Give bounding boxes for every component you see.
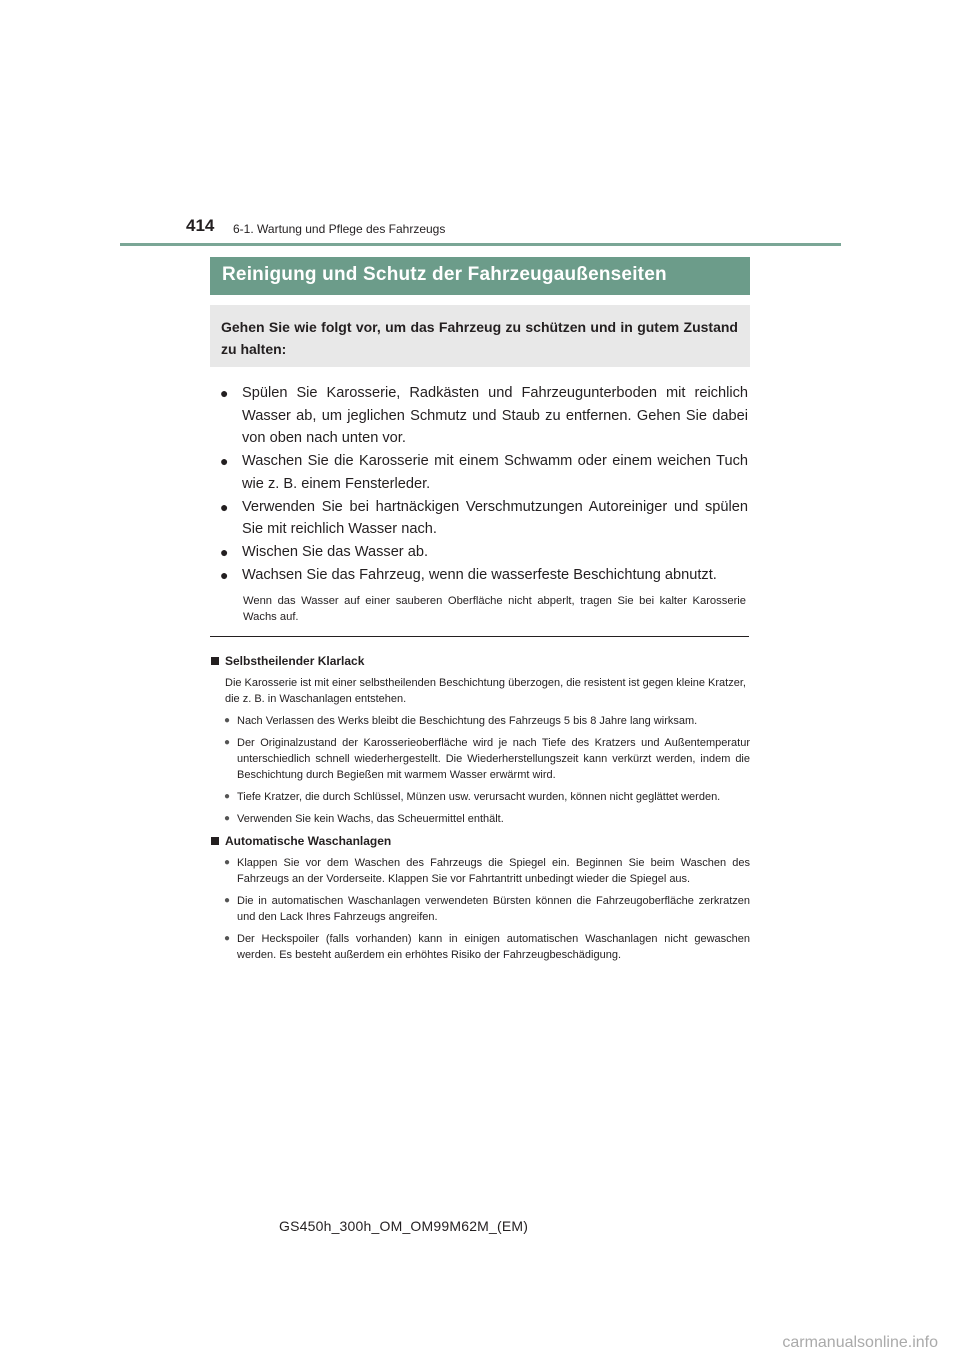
- page-number: 414: [186, 216, 215, 235]
- bullet-icon: ●: [224, 715, 231, 726]
- note-paragraph: Die Karosserie ist mit einer selbstheilenden Beschichtung überzogen, die resistent ist gegen kleine Kratzer, die z. B. in Waschanlagen entstehen.: [225, 677, 746, 705]
- list-item-text: Verwenden Sie kein Wachs, das Scheuermittel enthält.: [237, 813, 504, 825]
- bullet-icon: ●: [220, 567, 229, 583]
- bullet-icon: ●: [220, 453, 229, 469]
- list-item-text: Nach Verlassen des Werks bleibt die Beschichtung des Fahrzeugs 5 bis 8 Jahre lang wirksam.: [237, 715, 698, 727]
- list-item: [220, 541, 748, 564]
- wax-note: Wenn das Wasser auf einer sauberen Oberfläche nicht abperlt, tragen Sie bei kalter Karosserie Wachs auf.: [243, 595, 746, 623]
- bullet-icon: ●: [224, 857, 231, 868]
- intro-text: Gehen Sie wie folgt vor, um das Fahrzeug zu schützen und in gutem Zustand zu halten:: [221, 319, 738, 357]
- list-item-text: Der Heckspoiler (falls vorhanden) kann in einigen automatischen Waschanlagen nicht gewaschen werden. Es besteht außerdem ein erhöhtes Risiko der Fahrzeugbeschädigung.: [237, 933, 750, 961]
- bullet-icon: ●: [224, 895, 231, 906]
- list-item-text: Tiefe Kratzer, die durch Schlüssel, Münzen usw. verursacht wurden, können nicht geglättet werden.: [237, 791, 721, 803]
- list-item-text: Wachsen Sie das Fahrzeug, wenn die wasserfeste Beschichtung abnutzt.: [242, 567, 717, 583]
- note-heading-text: Selbstheilender Klarlack: [225, 654, 365, 668]
- list-item: [210, 735, 750, 783]
- list-item: [210, 789, 750, 805]
- square-bullet-icon: [211, 657, 219, 665]
- bullet-icon: ●: [224, 813, 231, 824]
- list-item: [220, 496, 748, 541]
- square-bullet-icon: [211, 837, 219, 845]
- list-item-text: Die in automatischen Waschanlagen verwendeten Bürsten können die Fahrzeugoberfläche zerkratzen und den Lack Ihres Fahrzeugs angreifen.: [237, 895, 750, 923]
- list-item: [210, 855, 750, 887]
- document-code: GS450h_300h_OM_OM99M62M_(EM): [279, 1218, 529, 1234]
- list-item-text: Klappen Sie vor dem Waschen des Fahrzeugs die Spiegel ein. Beginnen Sie beim Waschen des Fahrzeugs an der Vorderseite. Klappen Sie vor Fahrtantritt unbedingt wieder die Spiegel aus.: [237, 857, 750, 885]
- list-item-text: Waschen Sie die Karosserie mit einem Schwamm oder einem weichen Tuch wie z. B. einem Fensterleder.: [242, 453, 748, 492]
- bullet-icon: ●: [224, 737, 231, 748]
- bullet-icon: ●: [220, 544, 229, 560]
- chapter-heading: 6-1. Wartung und Pflege des Fahrzeugs: [233, 222, 446, 236]
- list-item-text: Verwenden Sie bei hartnäckigen Verschmutzungen Autoreiniger und spülen Sie mit reichlich Wasser nach.: [242, 498, 748, 537]
- list-item: [210, 811, 750, 827]
- note-heading-text: Automatische Waschanlagen: [225, 834, 392, 848]
- care-steps-list: [220, 382, 748, 587]
- header-divider: [120, 243, 841, 246]
- note-heading-carwash: [210, 833, 750, 849]
- list-item: [220, 450, 748, 495]
- list-item: [220, 382, 748, 450]
- note-heading-clearcoat: [210, 653, 750, 669]
- watermark: carmanualsonline.info: [782, 1334, 938, 1351]
- bullet-icon: ●: [220, 385, 229, 401]
- section-title: Reinigung und Schutz der Fahrzeugaußenseiten: [210, 257, 750, 295]
- list-item-text: Der Originalzustand der Karosserieoberfläche wird je nach Tiefe des Kratzers und Außentemperatur unterschiedlich schnell wiederhergestellt. Die Wiederherstellungszeit kann verkürzt werden, indem die Beschichtung durch Begießen mit warmem Wasser erwärmt wird.: [237, 737, 750, 781]
- notes-section: [210, 647, 750, 963]
- bullet-icon: ●: [220, 498, 229, 515]
- list-item-text: Wischen Sie das Wasser ab.: [242, 544, 429, 560]
- list-item: [210, 893, 750, 925]
- notes-divider: [210, 636, 749, 637]
- intro-box: [210, 305, 750, 367]
- bullet-icon: ●: [224, 933, 231, 944]
- list-item: [210, 931, 750, 963]
- bullet-icon: ●: [224, 791, 231, 802]
- list-item: [220, 564, 748, 587]
- list-item: [210, 713, 750, 729]
- list-item-text: Spülen Sie Karosserie, Radkästen und Fahrzeugunterboden mit reichlich Wasser ab, um jeglichen Schmutz und Staub zu entfernen. Gehen Sie dabei von oben nach unten vor.: [242, 385, 748, 446]
